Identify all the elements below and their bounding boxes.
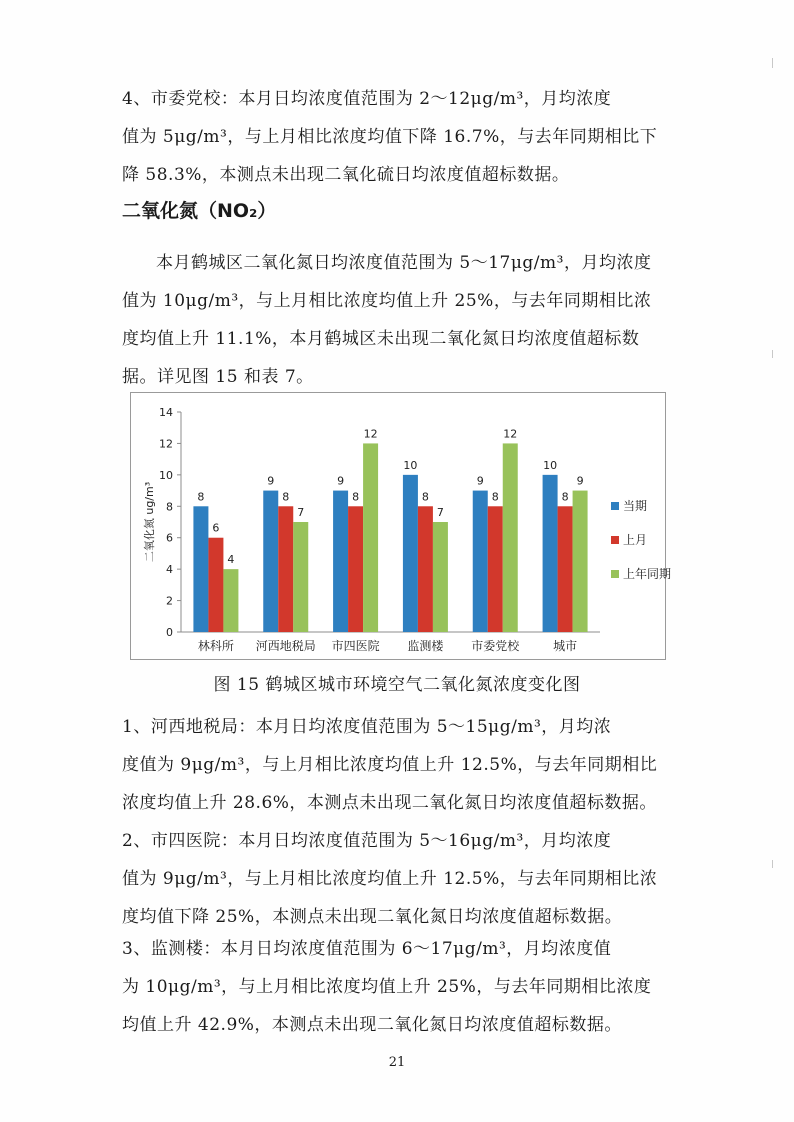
x-category-label: 市委党校 [471,639,520,653]
text-line: 1、河西地税局：本月日均浓度值范围为 5～15μg/m³，月均浓 [122,717,612,737]
text-line: 值为 10μg/m³，与上月相比浓度均值上升 25%，与去年同期相比浓 [122,291,652,311]
text-line: 3、监测楼：本月日均浓度值范围为 6～17μg/m³，月均浓度值 [122,939,612,959]
bar [488,506,503,632]
text-line: 度值为 9μg/m³，与上月相比浓度均值上升 12.5%，与去年同期相比 [122,755,658,775]
x-category-label: 城市 [553,639,578,653]
text-line: 均值上升 42.9%，本测点未出现二氧化氮日均浓度值超标数据。 [122,1015,622,1035]
legend-label: 当期 [623,499,648,513]
bar-data-label: 9 [476,474,484,488]
legend-label: 上年同期 [623,567,672,581]
bar [433,522,448,632]
x-category-label: 林科所 [197,639,234,653]
chart-canvas [131,393,672,659]
text-line: 4、市委党校：本月日均浓度值范围为 2～12μg/m³，月均浓度 [122,89,612,109]
scan-speck [772,860,773,868]
bar-data-label: 7 [436,506,444,519]
paragraph-dangxiao-so2 [122,80,690,194]
bar [263,491,278,632]
legend-swatch [611,536,619,544]
text-line: 度均值下降 25%，本测点未出现二氧化氮日均浓度值超标数据。 [122,907,623,927]
bar [473,491,488,632]
text-line: 据。详见图 15 和表 7。 [122,367,314,387]
y-tick-label: 8 [166,500,173,514]
figure-caption: 图 15 鹤城区城市环境空气二氧化氮浓度变化图 [213,675,581,695]
scan-speck [772,58,773,68]
bar-data-label: 12 [363,427,378,441]
bar [193,506,208,632]
bar-data-label: 8 [197,490,205,504]
text-line: 本月鹤城区二氧化氮日均浓度值范围为 5～17μg/m³，月均浓度 [156,253,652,273]
y-tick-label: 4 [166,563,173,577]
scan-speck [772,350,773,358]
text-line: 值为 9μg/m³，与上月相比浓度均值上升 12.5%，与去年同期相比浓 [122,869,658,889]
bar [348,506,363,632]
bar-data-label: 8 [352,490,360,504]
bar [418,506,433,632]
section-heading-no2: 二氧化氮（NO₂） [122,200,277,222]
y-tick-label: 12 [159,437,173,451]
bar-data-label: 10 [403,458,418,472]
y-tick-label: 2 [166,594,173,608]
paragraph-sisiyiyuan [122,822,690,936]
bar [503,443,518,632]
y-tick-label: 14 [159,406,173,419]
y-tick-label: 0 [166,626,173,639]
paragraph-jiancelou [122,930,690,1044]
bar [573,491,588,632]
bar [278,506,293,632]
bar [223,569,238,632]
bar [333,491,348,632]
bar [558,506,573,632]
bar-data-label: 9 [267,474,275,488]
bar-data-label: 8 [282,490,290,504]
y-tick-label: 6 [166,531,173,545]
bar-data-label: 7 [297,506,305,519]
bar-data-label: 8 [421,490,429,504]
legend-swatch [611,502,619,510]
y-tick-label: 10 [159,468,173,482]
no2-bar-chart [130,392,672,660]
bar [208,538,223,632]
bar [293,522,308,632]
page-number: 21 [388,1055,406,1070]
bar [543,475,558,632]
x-category-label: 监测楼 [407,639,444,653]
text-line: 降 58.3%，本测点未出现二氧化硫日均浓度值超标数据。 [122,165,570,185]
paragraph-hexi [122,708,690,822]
x-category-label: 市四医院 [331,639,380,653]
bar-data-label: 12 [503,427,518,441]
text-line: 为 10μg/m³，与上月相比浓度均值上升 25%，与去年同期相比浓度 [122,977,652,997]
bar-data-label: 8 [491,490,499,504]
paragraph-no2-summary [122,244,690,396]
text-line: 浓度均值上升 28.6%，本测点未出现二氧化氮日均浓度值超标数据。 [122,793,657,813]
bar-data-label: 4 [227,553,235,567]
bar-data-label: 9 [576,474,584,488]
legend-swatch [611,570,619,578]
text-line: 2、市四医院：本月日均浓度值范围为 5～16μg/m³，月均浓度 [122,831,612,851]
text-line: 值为 5μg/m³，与上月相比浓度均值下降 16.7%，与去年同期相比下 [122,127,658,147]
bar-data-label: 10 [543,458,558,472]
y-axis-label: 二氧化氮 ug/m³ [143,481,156,563]
bar-data-label: 8 [561,490,569,504]
bar [403,475,418,632]
text-line: 度均值上升 11.1%，本月鹤城区未出现二氧化氮日均浓度值超标数 [122,329,640,349]
bar [363,443,378,632]
legend-label: 上月 [623,533,648,547]
bar-data-label: 6 [212,521,220,535]
bar-data-label: 9 [337,474,345,488]
x-category-label: 河西地税局 [255,639,316,653]
